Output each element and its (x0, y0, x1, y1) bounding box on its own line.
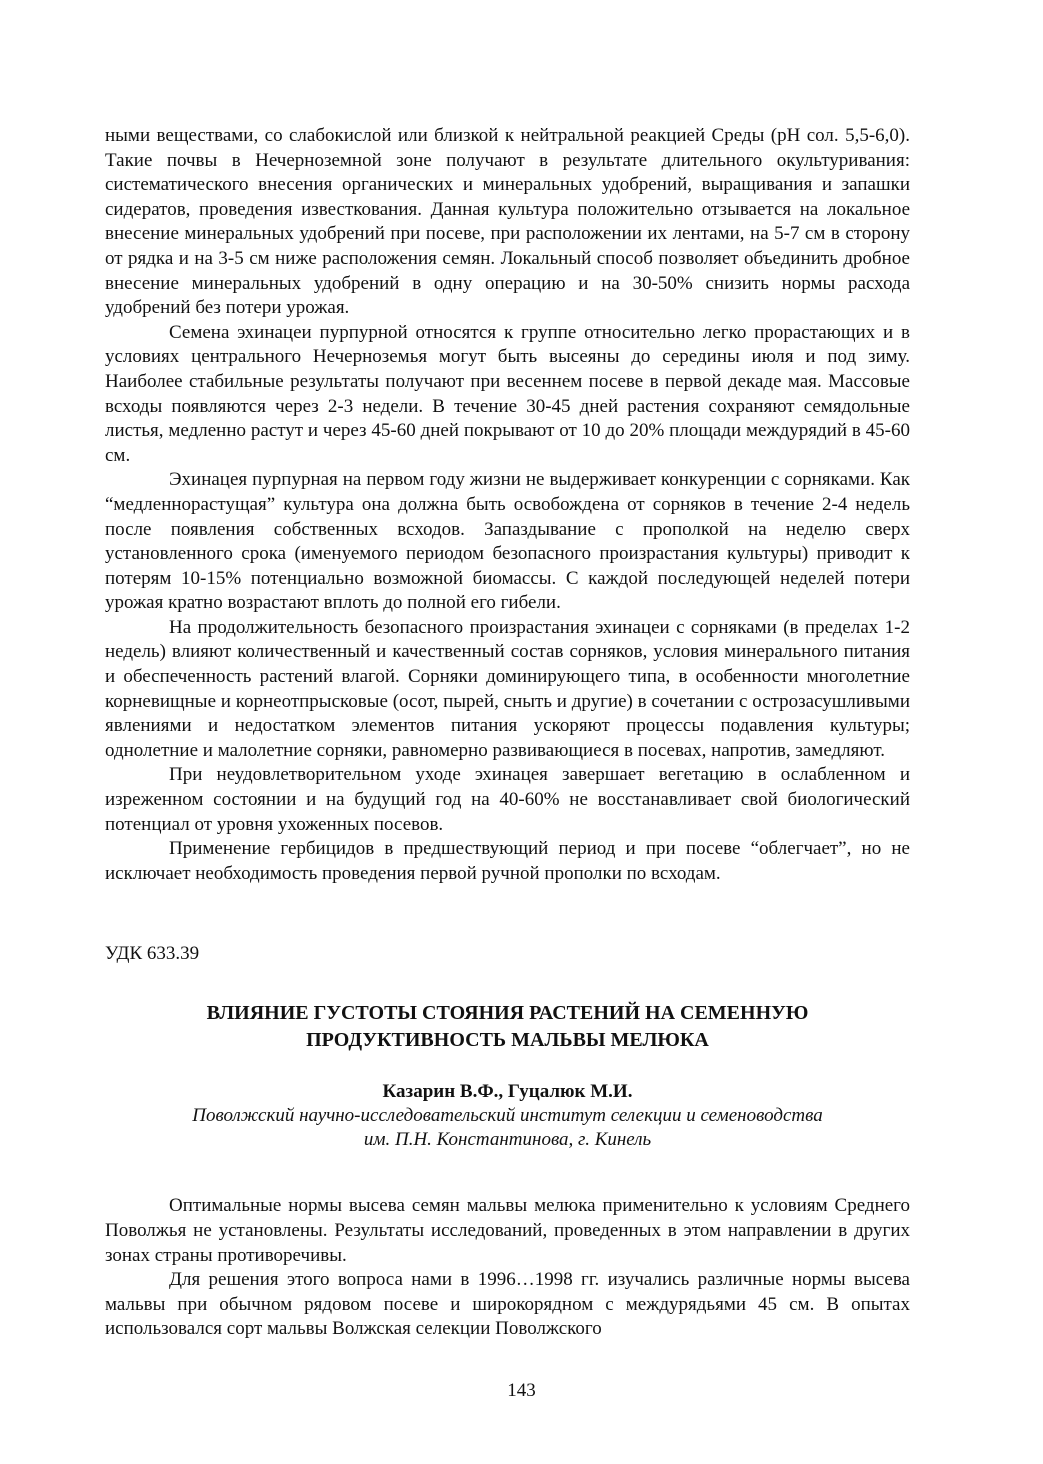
paragraph: Для решения этого вопроса нами в 1996…1998 гг. изучались различные нормы высева мальвы при обычном рядовом посеве и широкорядном с междурядьями 45 см. В опытах использовался сорт мальвы Волжская селекции Поволжского (105, 1269, 910, 1340)
article-title (105, 1000, 910, 1054)
paragraph: Оптимальные нормы высева семян мальвы мелюка применительно к условиям Среднего Поволжья не установлены. Результаты исследований, проведенных в этом направлении в других зонах страны противоречивы. (105, 1195, 910, 1266)
paragraph: ными веществами, со слабокислой или близкой к нейтральной реакцией Среды (pH сол. 5,5-6,0). Такие почвы в Нечерноземной зоне получают в результате длительного окультуривания: систематического внесения органических и минеральных удобрений, выращивания и запашки сидератов, проведения известкования. Данная культура положительно отзывается на локальное внесение минеральных удобрений при посеве, при расположении их лентами, на 5-7 см в сторону от рядка и на 3-5 см ниже расположения семян. Локальный способ позволяет объединить дробное внесение минеральных удобрений в одну операцию и на 30-50% снизить нормы расхода удобрений без потери урожая. (105, 125, 910, 319)
page-number: 143 (507, 1380, 536, 1401)
paragraph: На продолжительность безопасного произрастания эхинацеи с сорняками (в пределах 1-2 недель) влияют количественный и качественный состав сорняков, условия минерального питания и обеспеченность растений влагой. Сорняки доминирующего типа, в особенности многолетние корневищные и корнеотпрысковые (осот, пырей, сныть и другие) в сочетании с острозасушливыми явлениями и недостатком элементов питания ускоряют процессы подавления культуры; однолетние и малолетние сорняки, равномерно развивающиеся в посевах, напротив, замедляют. (105, 616, 910, 761)
udk-code: УДК 633.39 (105, 943, 200, 965)
page-content (105, 124, 910, 1342)
article-affiliation-line: Поволжский научно-исследовательский институт селекции и семеноводства (192, 1105, 823, 1127)
paragraph: Применение гербицидов в предшествующий период и при посеве “облегчает”, но не исключает необходимость проведения первой ручной прополки по всходам. (105, 838, 910, 884)
article-title-line: ВЛИЯНИЕ ГУСТОТЫ СТОЯНИЯ РАСТЕНИЙ НА СЕМЕННУЮ (206, 1002, 809, 1025)
article-authors: Казарин В.Ф., Гуцалюк М.И. (382, 1081, 633, 1103)
paragraph: Семена эхинацеи пурпурной относятся к группе относительно легко прорастающих и в условиях центрального Нечерноземья могут быть высеяны до середины июля и под зиму. Наиболее стабильные результаты получают при весеннем посеве в первой декаде мая. Массовые всходы появляются через 2-3 недели. В течение 30-45 дней растения сохраняют семядольные листья, медленно растут и через 45-60 дней покрывают от 10 до 20% площади междурядий в 45-60 см. (105, 321, 910, 466)
article-affiliation-line: им. П.Н. Константинова, г. Кинель (363, 1129, 652, 1151)
paragraph: При неудовлетворительном уходе эхинацея завершает вегетацию в ослабленном и изреженном состоянии и на будущий год на 40-60% не восстанавливает свой биологический потенциал от уровня ухоженных посевов. (105, 764, 910, 835)
paragraph: Эхинацея пурпурная на первом году жизни не выдерживает конкуренции с сорняками. Как “медленнорастущая” культура она должна быть освобождена от сорняков в течение 2-4 недель после появления собственных всходов. Запаздывание с прополкой на неделю сверх установленного срока (именуемого периодом безопасного произрастания культуры) приводит к потерям 10-15% потенциально возможной биомассы. С каждой последующей неделей потери урожая кратно возрастают вплоть до полной его гибели. (105, 469, 910, 614)
article-title-line: ПРОДУКТИВНОСТЬ МАЛЬВЫ МЕЛЮКА (306, 1029, 709, 1052)
